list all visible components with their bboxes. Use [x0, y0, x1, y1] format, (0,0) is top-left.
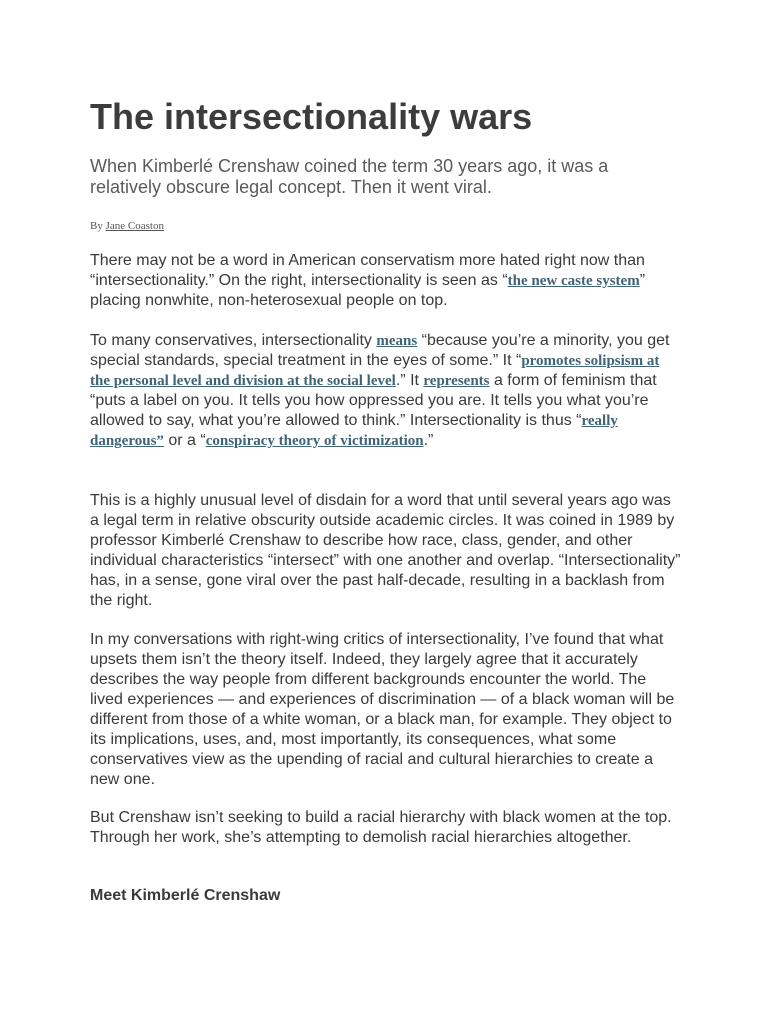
text-run: a form of feminism that “puts a label on you. It tells you how oppressed you are. It tells you what you’re allowed to say, what you’re allowed to think.” Intersectionality is thus “ — [90, 372, 657, 429]
byline — [90, 219, 164, 233]
section-heading: Meet Kimberlé Crenshaw — [90, 887, 281, 904]
text-run: .” It — [395, 372, 424, 389]
link-conspiracy-theory[interactable]: conspiracy theory of victimization — [205, 433, 424, 449]
text-run: ” placing nonwhite, non-heterosexual people on top. — [90, 272, 646, 309]
paragraph-3: This is a highly unusual level of disdain for a word that until several years ago was a legal term in relative obscurity outside academic circles. It was coined in 1989 by professor Kimberlé Crenshaw to describe how race, class, gender, and other individual characteristics “intersect” with one another and overlap. “Intersectionality” has, in a sense, gone viral over the past half-decade, resulting in a backlash from the right. — [90, 492, 681, 609]
paragraph-2 — [90, 331, 682, 451]
paragraph-1 — [90, 251, 682, 311]
paragraph-5: But Crenshaw isn’t seeking to build a racial hierarchy with black women at the top. Through her work, she’s attempting to demolish racial hierarchies altogether. — [90, 809, 672, 846]
author-link[interactable]: Jane Coaston — [105, 220, 164, 232]
text-run: or a “ — [163, 432, 206, 449]
article-title: The intersectionality wars — [90, 96, 533, 137]
paragraph-4: In my conversations with right-wing critics of intersectionality, I’ve found that what upsets them isn’t the theory itself. Indeed, they largely agree that it accurately describes the way people from different backgrounds encounter the world. The lived experiences — and experiences of discrimination — of a black woman will be different from those of a white woman, or a black man, for example. They object to its implications, uses, and, most importantly, its consequences, what some conservatives view as the upending of racial and cultural hierarchies to create a new one. — [90, 631, 675, 788]
text-run: To many conservatives, intersectionality — [90, 332, 377, 349]
text-run: “because you’re a minority, you get special standards, special treatment in the eyes of some.” It “ — [90, 332, 670, 369]
article-subtitle: When Kimberlé Crenshaw coined the term 30 years ago, it was a relatively obscure legal concept. Then it went viral. — [90, 156, 609, 197]
link-represents[interactable]: represents — [423, 373, 490, 389]
link-promotes-solipsism[interactable]: promotes solipsism at the personal level and division at the social level — [90, 353, 660, 389]
link-really-dangerous[interactable]: really dangerous” — [90, 413, 618, 449]
text-run: .” — [423, 432, 434, 449]
text-run: There may not be a word in American conservatism more hated right now than “intersectionality.” On the right, intersectionality is seen as “ — [90, 252, 645, 289]
link-means[interactable]: means — [376, 333, 418, 349]
byline-prefix: By — [90, 220, 106, 232]
link-new-caste-system[interactable]: the new caste system — [507, 273, 640, 289]
